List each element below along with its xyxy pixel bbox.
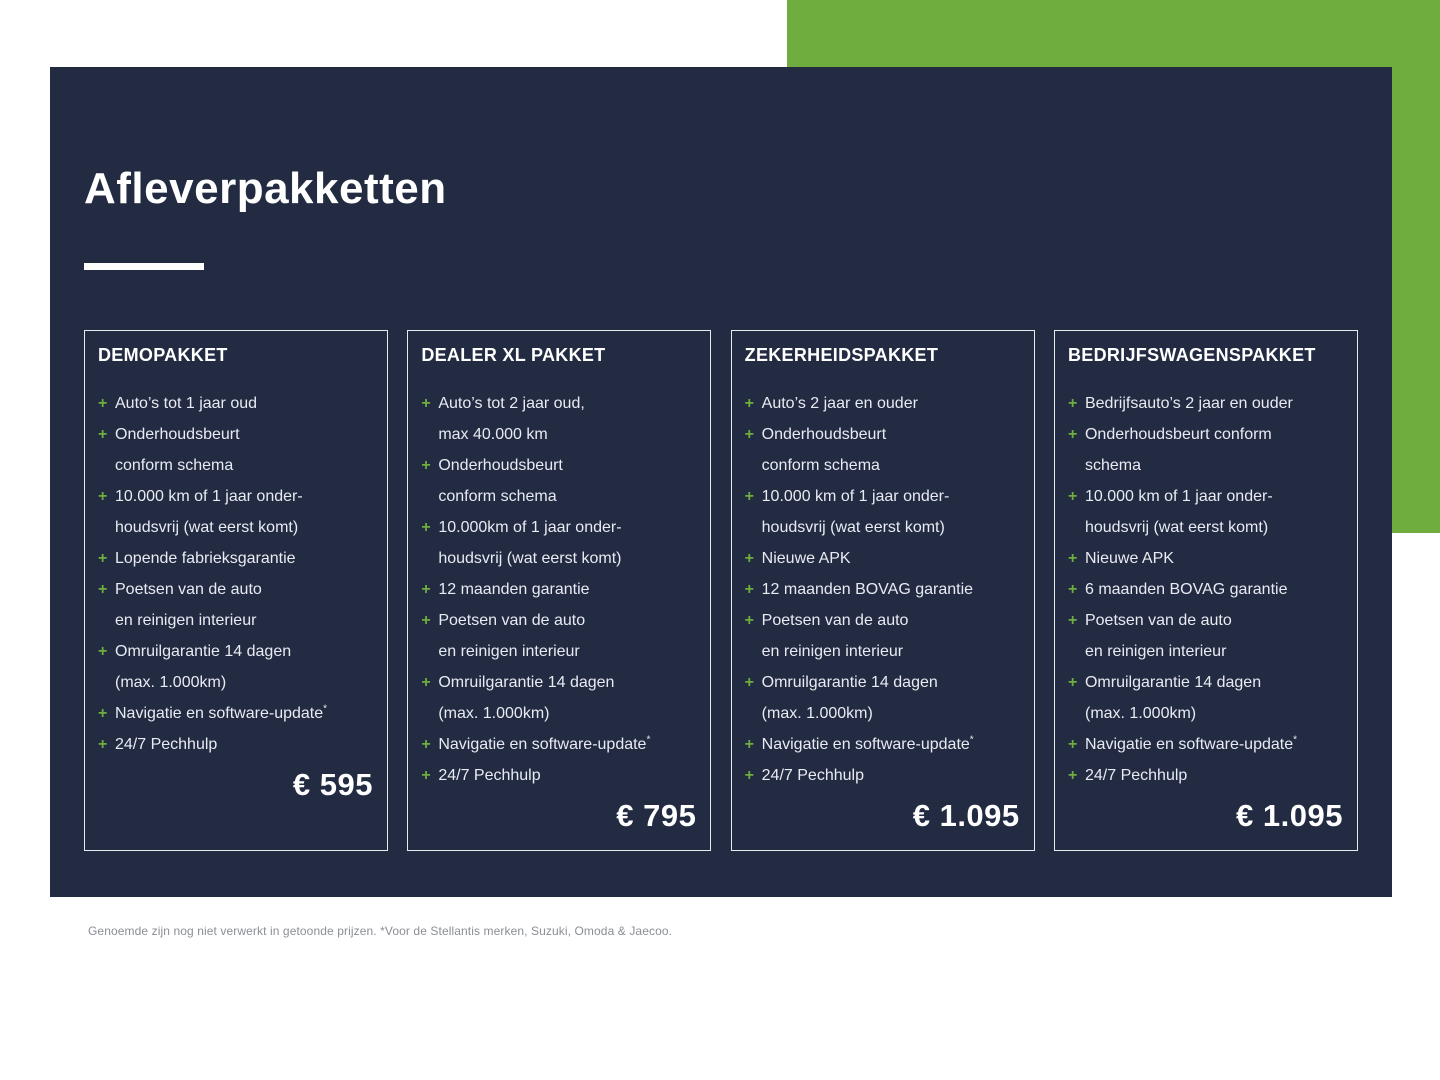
package-item-text: Omruilgarantie 14 dagen (max. 1.000km) xyxy=(438,674,615,722)
package-item xyxy=(1068,605,1344,667)
package-item xyxy=(1068,667,1344,729)
package-item xyxy=(421,760,697,791)
plus-icon: + xyxy=(421,519,431,536)
package-item xyxy=(98,636,374,698)
package-item-text: Omruilgarantie 14 dagen (max. 1.000km) xyxy=(761,674,938,722)
package-item xyxy=(1068,419,1344,481)
plus-icon: + xyxy=(1067,612,1078,629)
package-price: € 795 xyxy=(616,798,697,833)
page-title: Afleverpakketten xyxy=(84,164,447,213)
package-item-text: 24/7 Pechhulp xyxy=(115,736,218,753)
package-item xyxy=(421,388,697,450)
plus-icon: + xyxy=(1067,581,1078,598)
plus-icon: + xyxy=(744,581,754,598)
package-item-list xyxy=(745,388,1021,791)
package-item-list xyxy=(421,388,697,791)
package-card xyxy=(1054,330,1358,851)
package-item-text: 24/7 Pechhulp xyxy=(761,767,864,784)
plus-icon: + xyxy=(98,395,108,412)
package-item-text: 10.000 km of 1 jaar onder- houdsvrij (wat eerst komt) xyxy=(1084,488,1273,536)
plus-icon: + xyxy=(744,488,754,505)
package-item-text: Onderhoudsbeurt conform schema xyxy=(761,426,887,474)
package-item-text: Nieuwe APK xyxy=(1084,550,1174,567)
package-title: BEDRIJFSWAGENSPAKKET xyxy=(1067,345,1316,365)
package-item-text: Omruilgarantie 14 dagen (max. 1.000km) xyxy=(1084,674,1262,722)
package-item-text: Navigatie en software-update* xyxy=(438,734,651,753)
package-item xyxy=(98,419,374,481)
package-item-text: Omruilgarantie 14 dagen (max. 1.000km) xyxy=(115,643,292,691)
package-item xyxy=(1068,388,1344,419)
package-item-text: Poetsen van de auto en reinigen interieur xyxy=(438,612,586,660)
package-item-text: Navigatie en software-update* xyxy=(1084,734,1298,753)
package-item xyxy=(745,605,1021,667)
package-item xyxy=(98,388,374,419)
package-item xyxy=(98,729,374,760)
package-item xyxy=(1068,543,1344,574)
package-item-text: Bedrijfsauto’s 2 jaar en ouder xyxy=(1084,395,1293,412)
plus-icon: + xyxy=(1067,767,1078,784)
package-item-text: Poetsen van de auto en reinigen interieur xyxy=(1084,612,1232,660)
package-item-list xyxy=(98,388,374,760)
package-item-text: Poetsen van de auto en reinigen interieur xyxy=(761,612,909,660)
plus-icon: + xyxy=(744,395,754,412)
package-item-text: Nieuwe APK xyxy=(761,550,851,567)
plus-icon: + xyxy=(98,550,108,567)
package-card xyxy=(84,330,388,851)
package-item-text: 10.000km of 1 jaar onder- houdsvrij (wat eerst komt) xyxy=(438,519,622,567)
plus-icon: + xyxy=(421,581,431,598)
package-card xyxy=(731,330,1035,851)
plus-icon: + xyxy=(744,550,754,567)
package-item-text: 10.000 km of 1 jaar onder- houdsvrij (wat eerst komt) xyxy=(761,488,950,536)
package-item-text: Auto’s tot 1 jaar oud xyxy=(115,395,258,412)
package-item xyxy=(421,574,697,605)
package-item xyxy=(421,450,697,512)
package-item xyxy=(745,481,1021,543)
package-item xyxy=(745,667,1021,729)
plus-icon: + xyxy=(1067,426,1078,443)
package-title: DEMOPAKKET xyxy=(98,345,228,365)
package-item-text: Lopende fabrieksgarantie xyxy=(115,550,296,567)
package-item-text: Onderhoudsbeurt conform schema xyxy=(115,426,240,474)
plus-icon: + xyxy=(421,767,431,784)
package-item-list xyxy=(1068,388,1344,791)
package-item xyxy=(745,729,1021,760)
plus-icon: + xyxy=(98,705,108,722)
plus-icon: + xyxy=(744,426,754,443)
plus-icon: + xyxy=(744,736,754,753)
plus-icon: + xyxy=(1067,550,1078,567)
plus-icon: + xyxy=(98,643,108,660)
plus-icon: + xyxy=(421,395,431,412)
plus-icon: + xyxy=(421,674,431,691)
package-item-text: Auto’s 2 jaar en ouder xyxy=(761,395,918,412)
package-item xyxy=(1068,481,1344,543)
package-item xyxy=(98,574,374,636)
package-title: ZEKERHEIDSPAKKET xyxy=(744,345,939,365)
package-item xyxy=(745,388,1021,419)
plus-icon: + xyxy=(744,674,754,691)
plus-icon: + xyxy=(421,457,431,474)
plus-icon: + xyxy=(98,488,108,505)
package-item xyxy=(98,698,374,729)
package-item-text: Navigatie en software-update* xyxy=(115,703,328,722)
package-item-text: 12 maanden garantie xyxy=(438,581,590,598)
package-price: € 595 xyxy=(292,767,373,802)
package-item-text: Onderhoudsbeurt conform schema xyxy=(1084,426,1272,474)
package-item xyxy=(745,543,1021,574)
package-item xyxy=(745,574,1021,605)
plus-icon: + xyxy=(1067,736,1078,753)
plus-icon: + xyxy=(744,767,754,784)
package-price: € 1.095 xyxy=(912,798,1020,833)
package-item-text: 12 maanden BOVAG garantie xyxy=(761,581,974,598)
package-item-text: 24/7 Pechhulp xyxy=(1084,767,1188,784)
package-item xyxy=(98,543,374,574)
package-item xyxy=(421,729,697,760)
package-item-text: Onderhoudsbeurt conform schema xyxy=(438,457,563,505)
package-item-text: Poetsen van de auto en reinigen interieur xyxy=(115,581,262,629)
plus-icon: + xyxy=(98,736,108,753)
package-item xyxy=(1068,729,1344,760)
packages-row xyxy=(84,330,1358,851)
package-item-text: Auto’s tot 2 jaar oud, max 40.000 km xyxy=(438,395,585,443)
package-item xyxy=(1068,574,1344,605)
plus-icon: + xyxy=(98,426,108,443)
package-item xyxy=(421,605,697,667)
plus-icon: + xyxy=(98,581,108,598)
plus-icon: + xyxy=(1067,395,1078,412)
footnote: Genoemde zijn nog niet verwerkt in getoonde prijzen. *Voor de Stellantis merken, Suzuki, Omoda & Jaecoo. xyxy=(88,924,673,938)
package-item xyxy=(98,481,374,543)
package-item-text: Navigatie en software-update* xyxy=(761,734,974,753)
package-item-text: 24/7 Pechhulp xyxy=(438,767,541,784)
plus-icon: + xyxy=(421,736,431,753)
plus-icon: + xyxy=(421,612,431,629)
package-item xyxy=(1068,760,1344,791)
package-title: DEALER XL PAKKET xyxy=(421,345,606,365)
package-item-text: 10.000 km of 1 jaar onder- houdsvrij (wat eerst komt) xyxy=(115,488,303,536)
content-panel xyxy=(50,67,1392,897)
package-item-text: 6 maanden BOVAG garantie xyxy=(1084,581,1288,598)
package-card xyxy=(407,330,711,851)
package-price: € 1.095 xyxy=(1236,798,1343,833)
plus-icon: + xyxy=(744,612,754,629)
package-item xyxy=(745,419,1021,481)
title-underline xyxy=(84,263,204,270)
plus-icon: + xyxy=(1067,674,1078,691)
plus-icon: + xyxy=(1067,488,1078,505)
package-item xyxy=(421,667,697,729)
package-item xyxy=(421,512,697,574)
package-item xyxy=(745,760,1021,791)
